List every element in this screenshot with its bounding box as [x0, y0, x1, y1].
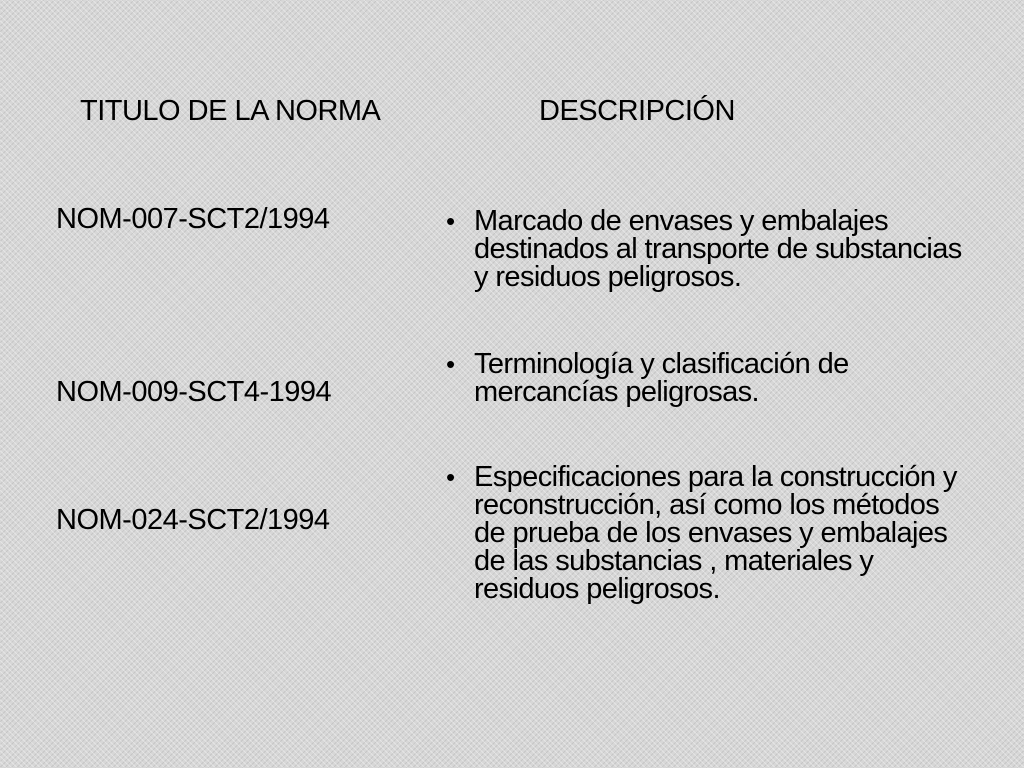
norma-description-1 [446, 207, 966, 291]
column-header-descripcion: DESCRIPCIÓN [539, 95, 735, 127]
description-text: Terminología y clasificación de mercancías peligrosas. [474, 348, 849, 408]
norma-code-3: NOM-024-SCT2/1994 [56, 504, 330, 536]
norma-description-2 [446, 350, 966, 406]
norma-description-3 [446, 463, 966, 603]
description-text: Marcado de envases y embalajes destinados al transporte de substancias y residuos peligrosos. [474, 205, 962, 293]
bullet-icon: • [446, 206, 455, 236]
description-text: Especificaciones para la construcción y reconstrucción, así como los métodos de prueba de los envases y embalajes de las substancias , materiales y residuos peligrosos. [474, 461, 957, 605]
bullet-icon: • [446, 462, 455, 492]
norma-code-1: NOM-007-SCT2/1994 [56, 203, 330, 235]
norma-code-2: NOM-009-SCT4-1994 [56, 376, 332, 408]
bullet-icon: • [446, 349, 455, 379]
column-header-titulo: TITULO DE LA NORMA [80, 95, 381, 127]
